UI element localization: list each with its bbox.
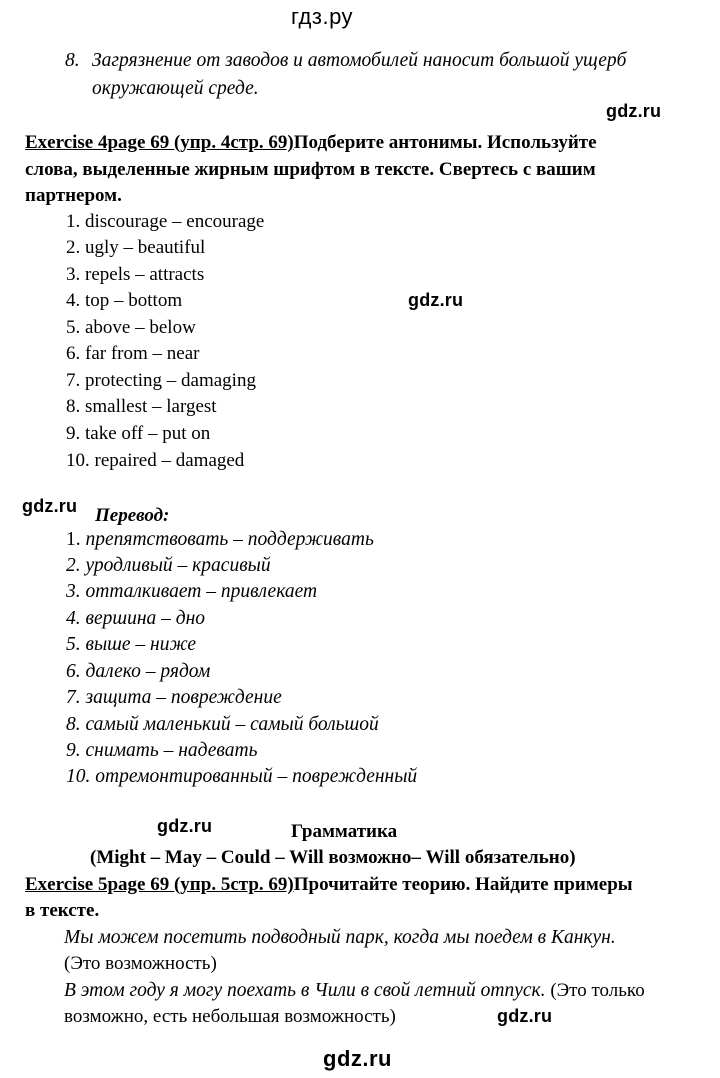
translation-item [66,634,196,656]
translation-num: 7. [66,687,81,708]
answer-item: 6. far from – near [66,343,200,364]
exercise-4-ref: Exercise 4page 69 (упр. 4стр. 69) [25,132,294,153]
site-header: гдз.ру [291,4,354,29]
answer-item: 5. above – below [66,317,196,338]
translation-item [66,714,379,736]
translation-item [66,661,210,683]
answer-item: 10. repaired – damaged [66,450,245,471]
translation-text: самый маленький – самый большой [85,714,379,735]
example-2-note-b: возможно, есть небольшая возможность) [64,1006,396,1027]
exercise-5-heading-line1 [25,874,633,896]
translation-item [66,608,205,630]
translation-item [66,529,374,551]
watermark: gdz.ru [497,1006,553,1026]
item-8-line2: окружающей среде. [92,78,259,99]
translation-num: 3. [66,581,81,602]
answer-item: 1. discourage – encourage [66,211,265,232]
translation-num: 4. [66,608,81,629]
translation-num: 5. [66,634,81,655]
answer-item: 2. ugly – beautiful [66,237,206,258]
watermark: gdz.ru [408,290,464,310]
grammar-subheading: (Might – May – Could – Will возможно– Will обязательно) [90,847,576,868]
example-2-line1 [64,980,645,1002]
answer-item: 4. top – bottom [66,290,183,311]
translation-text: далеко – рядом [85,661,211,682]
item-8-line1-text: Загрязнение от заводов и автомобилей наносит большой ущерб [92,50,627,71]
exercise-4-task-line3: партнером. [25,185,122,206]
site-footer: gdz.ru [323,1046,392,1071]
exercise-5-ref: Exercise 5page 69 (упр. 5стр. 69) [25,874,294,895]
translation-text: снимать – надевать [85,740,258,761]
item-8-number: 8. [65,50,80,71]
exercise-5-task-line1: Прочитайте теорию. Найдите примеры [293,874,633,895]
watermark: gdz.ru [157,816,213,836]
answer-item: 7. protecting – damaging [66,370,256,391]
exercise-4-task-line1: Подберите антонимы. Используйте [293,132,597,153]
translation-item [66,555,271,577]
translation-text: выше – ниже [85,634,197,655]
answer-item: 3. repels – attracts [66,264,205,285]
item-8-line1 [92,50,672,72]
example-1: Мы можем посетить подводный парк, когда мы поедем в Канкун. [64,927,616,948]
example-2-note-a: (Это только [545,980,645,1001]
translation-text: препятствовать – поддерживать [85,529,374,550]
translation-text: вершина – дно [85,608,206,629]
translation-num: 8. [66,714,81,735]
exercise-4-task-line2: слова, выделенные жирным шрифтом в тексте. Свертесь с вашим [25,159,596,180]
example-2: В этом году я могу поехать в Чили в свой летний отпуск. [64,980,546,1001]
translation-num: 1. [66,529,81,550]
translation-text: защита – повреждение [85,687,282,708]
answer-item: 9. take off – put on [66,423,211,444]
grammar-heading: Грамматика [291,821,398,842]
translation-item [66,687,282,709]
exercise-5-task-line2: в тексте. [25,900,100,921]
translation-heading: Перевод: [95,505,170,526]
translation-num: 9. [66,740,81,761]
translation-num: 10. [66,766,91,787]
watermark: gdz.ru [22,496,78,516]
translation-text: уродливый – красивый [85,555,271,576]
example-1-note: (Это возможность) [64,953,217,974]
translation-item [66,581,317,603]
translation-num: 6. [66,661,81,682]
watermark: gdz.ru [606,101,662,121]
translation-text: отремонтированный – поврежденный [95,766,418,787]
translation-item [66,766,417,788]
exercise-4-heading-line1 [25,132,597,154]
answer-item: 8. smallest – largest [66,396,217,417]
translation-text: отталкивает – привлекает [85,581,318,602]
translation-num: 2. [66,555,81,576]
translation-item [66,740,257,762]
